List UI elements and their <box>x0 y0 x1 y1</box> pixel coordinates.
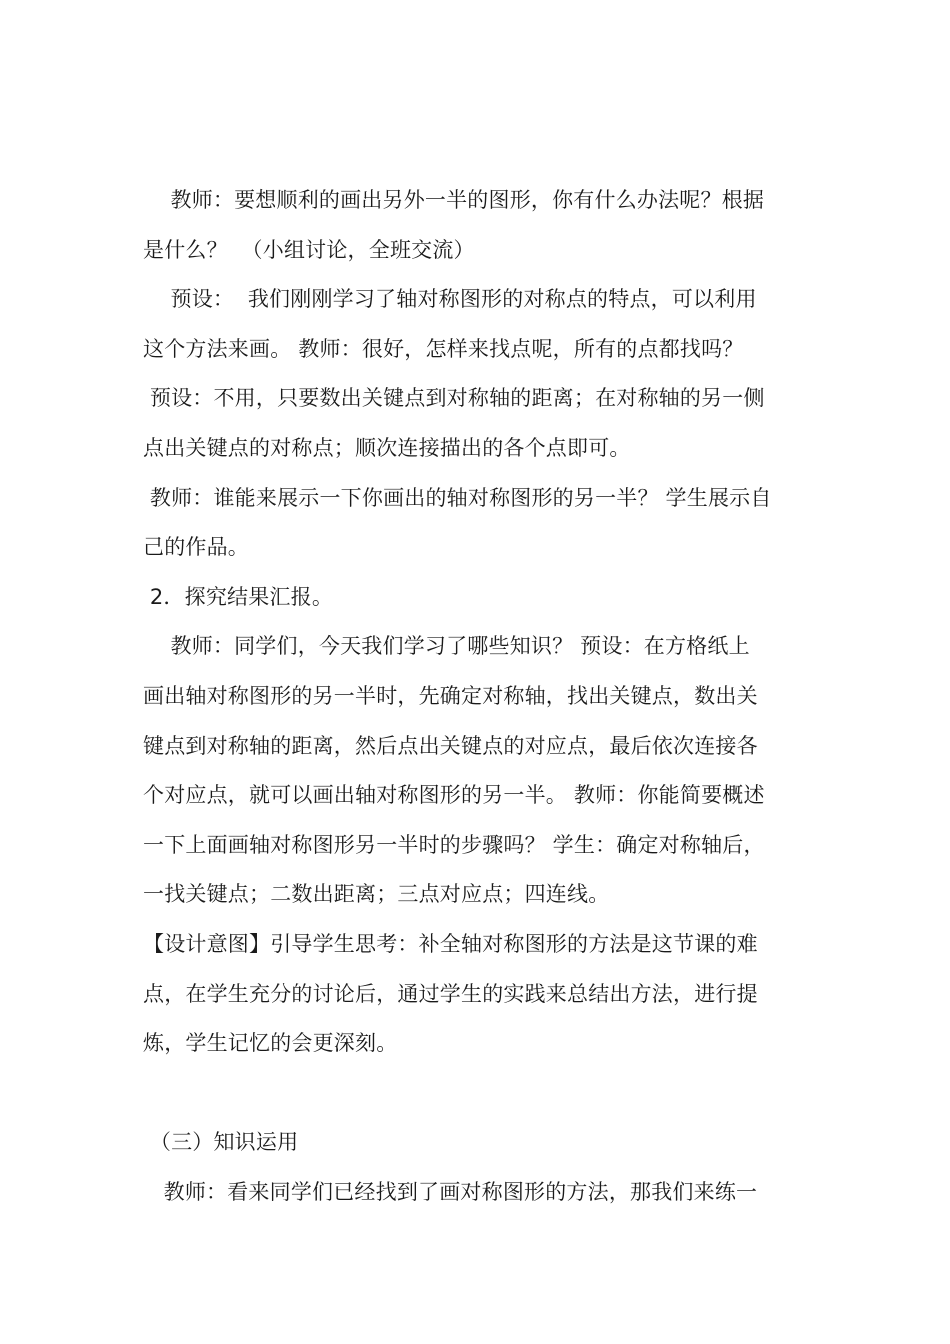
text-line: 预设：不用，只要数出关键点到对称轴的距离；在对称轴的另一侧 <box>143 386 765 411</box>
design-intent-line: 【设计意图】引导学生思考：补全轴对称图形的方法是这节课的难 <box>143 931 758 956</box>
section-heading: （三）知识运用 <box>143 1130 299 1155</box>
text-line: 一下上面画轴对称图形另一半时的步骤吗？ 学生：确定对称轴后， <box>143 832 765 857</box>
text-line: 一找关键点；二数出距离；三点对应点；四连线。 <box>143 882 610 907</box>
text-line: 画出轴对称图形的另一半时，先确定对称轴，找出关键点，数出关 <box>143 683 758 708</box>
text-line: 教师：谁能来展示一下你画出的轴对称图形的另一半？ 学生展示自 <box>143 485 772 510</box>
text-line: 教师：同学们，今天我们学习了哪些知识？ 预设：在方格纸上 <box>143 634 750 659</box>
text-line: 是什么？ （小组讨论，全班交流） <box>143 237 475 262</box>
text-line: 教师：要想顺利的画出另外一半的图形，你有什么办法呢？根据 <box>143 188 765 212</box>
text-line: 点出关键点的对称点；顺次连接描出的各个点即可。 <box>143 435 631 460</box>
body-text <box>143 176 807 1217</box>
text-line: 炼，学生记忆的会更深刻。 <box>143 1031 398 1056</box>
text-line: 己的作品。 <box>143 535 249 560</box>
text-line: 教师：看来同学们已经找到了画对称图形的方法，那我们来练一 <box>143 1179 758 1204</box>
text-line: 这个方法来画。 教师：很好，怎样来找点呢，所有的点都找吗？ <box>143 336 744 361</box>
section-heading: 2．探究结果汇报。 <box>143 584 334 609</box>
text-line: 预设： 我们刚刚学习了轴对称图形的对称点的特点，可以利用 <box>143 287 757 312</box>
text-line: 键点到对称轴的距离，然后点出关键点的对应点，最后依次连接各 <box>143 733 758 758</box>
text-line: 个对应点，就可以画出轴对称图形的另一半。 教师：你能简要概述 <box>143 783 765 808</box>
text-line: 点，在学生充分的讨论后，通过学生的实践来总结出方法，进行提 <box>143 981 758 1006</box>
blank-line <box>143 1069 807 1119</box>
